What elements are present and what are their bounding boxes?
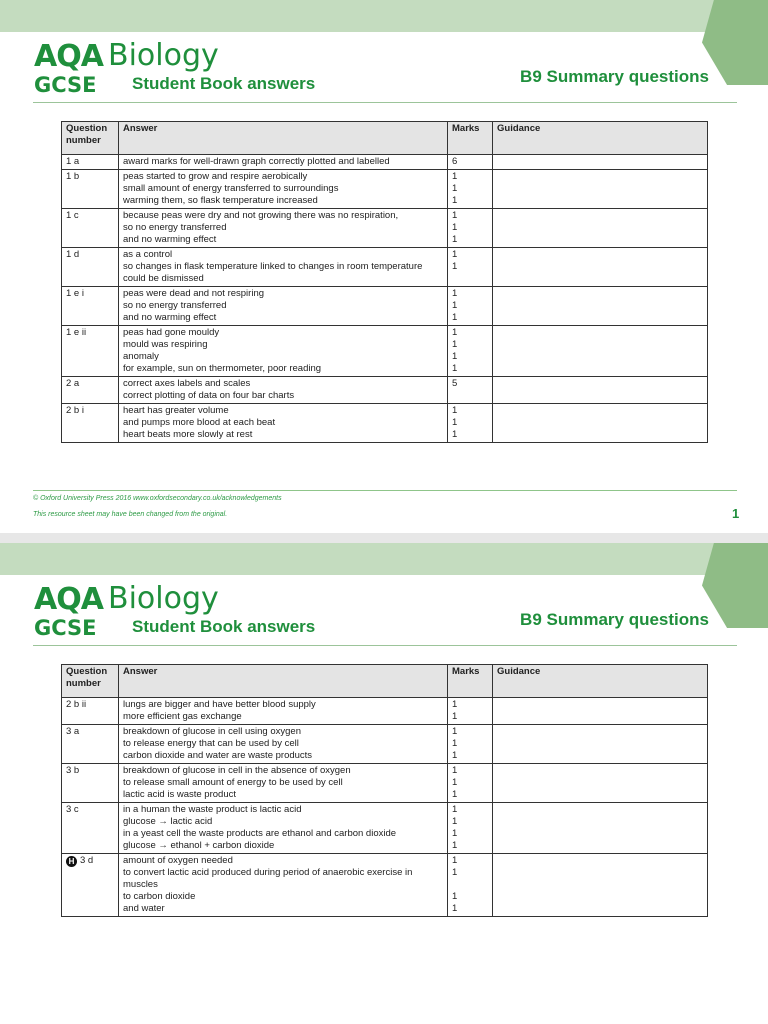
answer-line: in a human the waste product is lactic acid: [123, 804, 302, 815]
table-header-row: [62, 122, 708, 155]
question-number-cell: [62, 287, 119, 326]
mark-value: 1: [452, 891, 458, 902]
mark-value: 1: [452, 726, 458, 737]
answer-line: as a control: [123, 249, 173, 260]
mark-value: 1: [452, 405, 458, 416]
answer-line: small amount of energy transferred to surroundings: [123, 183, 339, 194]
mark-value: 1: [452, 789, 458, 800]
answer-cell: [119, 725, 448, 764]
brand-subject: Biology: [108, 581, 219, 616]
guidance-cell: [493, 764, 708, 803]
answer-line: more efficient gas exchange: [123, 711, 242, 722]
mark-value: 1: [452, 777, 458, 788]
mark-value: 1: [452, 300, 458, 311]
brand-book: Student Book answers: [132, 617, 316, 636]
header-hexagon-decoration: [702, 543, 768, 628]
marks-cell: [448, 404, 493, 443]
mark-value: 1: [452, 327, 458, 338]
answer-cell: [119, 209, 448, 248]
marks-cell: [448, 248, 493, 287]
answer-cell: [119, 170, 448, 209]
question-number-cell: [62, 326, 119, 377]
answer-line: glucose → ethanol + carbon dioxide: [123, 840, 275, 851]
marks-cell: [448, 764, 493, 803]
question-number: 3 a: [66, 726, 80, 737]
mark-value: 1: [452, 195, 458, 206]
answer-line: correct plotting of data on four bar charts: [123, 390, 295, 401]
footer-note: This resource sheet may have been changed from the original.: [33, 511, 228, 518]
brand-level: GCSE: [34, 616, 97, 640]
mark-value: 1: [452, 840, 458, 851]
question-number: 1 d: [66, 249, 80, 260]
mark-value: 1: [452, 429, 458, 440]
brand-aqa: AQA: [34, 39, 103, 74]
header-marks: Marks: [448, 122, 493, 155]
footer-copyright: © Oxford University Press 2016 www.oxfordsecondary.co.uk/acknowledgements: [33, 495, 282, 502]
answer-line: to release energy that can be used by cell: [123, 738, 299, 749]
mark-value: 1: [452, 903, 458, 914]
table-row: [62, 803, 708, 854]
header-divider: [33, 102, 737, 103]
answer-cell: [119, 326, 448, 377]
marks-cell: [448, 209, 493, 248]
guidance-cell: [493, 803, 708, 854]
answer-line: peas had gone mouldy: [123, 327, 220, 338]
answer-cell: [119, 248, 448, 287]
mark-value: 1: [452, 288, 458, 299]
answers-table: [61, 664, 708, 917]
question-number: 2 b ii: [66, 699, 87, 710]
answer-line: glucose → lactic acid: [123, 816, 213, 827]
answer-cell: [119, 854, 448, 917]
mark-value: 1: [452, 171, 458, 182]
answer-cell: [119, 764, 448, 803]
marks-cell: [448, 725, 493, 764]
header-band: [0, 0, 768, 32]
question-number-cell: [62, 698, 119, 725]
table-row: [62, 287, 708, 326]
answer-line: and no warming effect: [123, 234, 217, 245]
header-band: [0, 543, 768, 575]
mark-value: 1: [452, 750, 458, 761]
table-row: [62, 377, 708, 404]
mark-value: 1: [452, 222, 458, 233]
mark-value: 1: [452, 234, 458, 245]
answer-line: for example, sun on thermometer, poor reading: [123, 363, 322, 374]
question-number-cell: [62, 854, 119, 917]
brand-level: GCSE: [34, 73, 97, 97]
answer-line: heart has greater volume: [123, 405, 229, 416]
answer-line: lactic acid is waste product: [123, 789, 236, 800]
answers-table: [61, 121, 708, 443]
question-number: 1 e i: [66, 288, 84, 299]
answer-cell: [119, 404, 448, 443]
guidance-cell: [493, 287, 708, 326]
answer-line: anomaly: [123, 351, 159, 362]
question-number-cell: [62, 377, 119, 404]
marks-cell: [448, 287, 493, 326]
answer-line: and no warming effect: [123, 312, 217, 323]
guidance-cell: [493, 170, 708, 209]
table-row: [62, 764, 708, 803]
answer-line: breakdown of glucose in cell using oxygen: [123, 726, 301, 737]
question-number: 1 e ii: [66, 327, 87, 338]
table-body: [62, 155, 708, 443]
answer-line: to convert lactic acid produced during period of anaerobic exercise in muscles: [123, 867, 413, 890]
mark-value: 1: [452, 765, 458, 776]
mark-value: 1: [452, 210, 458, 221]
answer-line: and water: [123, 903, 165, 914]
section-title: B9 Summary questions: [520, 610, 709, 629]
mark-value: 1: [452, 417, 458, 428]
question-number-cell: [62, 170, 119, 209]
header-guidance: Guidance: [493, 665, 708, 698]
answer-line: carbon dioxide and water are waste products: [123, 750, 313, 761]
answer-line: lungs are bigger and have better blood supply: [123, 699, 316, 710]
table-row: [62, 854, 708, 917]
question-number-cell: [62, 803, 119, 854]
marks-cell: [448, 803, 493, 854]
answer-line: warming them, so flask temperature increased: [123, 195, 318, 206]
answer-line: so changes in flask temperature linked to changes in room temperature could be dismissed: [123, 261, 423, 284]
question-number-cell: [62, 725, 119, 764]
answer-line: mould was respiring: [123, 339, 208, 350]
header-question-number: Question number: [62, 122, 119, 155]
answer-line: amount of oxygen needed: [123, 855, 233, 866]
page-2: [0, 543, 768, 1024]
table-row: [62, 698, 708, 725]
guidance-cell: [493, 377, 708, 404]
mark-value: 6: [452, 156, 458, 167]
answer-line: heart beats more slowly at rest: [123, 429, 253, 440]
answer-line: so no energy transferred: [123, 222, 227, 233]
mark-value: 1: [452, 804, 458, 815]
question-number: 2 b i: [66, 405, 84, 416]
table-row: [62, 248, 708, 287]
marks-cell: [448, 170, 493, 209]
question-number: 1 c: [66, 210, 79, 221]
header-question-number: Question number: [62, 665, 119, 698]
question-number-cell: [62, 155, 119, 170]
answer-line: peas were dead and not respiring: [123, 288, 265, 299]
question-number-cell: [62, 404, 119, 443]
header-answer: Answer: [119, 665, 448, 698]
mark-value: 1: [452, 363, 458, 374]
mark-value: 1: [452, 738, 458, 749]
mark-value: 1: [452, 855, 458, 866]
header-answer: Answer: [119, 122, 448, 155]
mark-value: 1: [452, 183, 458, 194]
guidance-cell: [493, 698, 708, 725]
question-number-cell: [62, 248, 119, 287]
question-number: 3 d: [80, 855, 94, 866]
mark-value: 1: [452, 339, 458, 350]
table-row: [62, 209, 708, 248]
question-number: 3 c: [66, 804, 79, 815]
mark-value: 1: [452, 816, 458, 827]
footer-divider: [33, 490, 737, 491]
mark-value: 1: [452, 699, 458, 710]
brand-aqa: AQA: [34, 582, 103, 617]
table-row: [62, 725, 708, 764]
marks-cell: [448, 155, 493, 170]
answer-cell: [119, 803, 448, 854]
mark-value: 1: [452, 312, 458, 323]
answer-line: to carbon dioxide: [123, 891, 196, 902]
answer-line: correct axes labels and scales: [123, 378, 251, 389]
mark-value: [452, 879, 488, 891]
table-header-row: [62, 665, 708, 698]
answer-cell: [119, 287, 448, 326]
mark-value: 1: [452, 867, 458, 878]
question-number: 3 b: [66, 765, 80, 776]
answer-cell: [119, 155, 448, 170]
mark-value: 1: [452, 351, 458, 362]
table-row: [62, 155, 708, 170]
brand-subject: Biology: [108, 38, 219, 73]
question-number: 1 b: [66, 171, 80, 182]
section-title: B9 Summary questions: [520, 67, 709, 86]
question-number: 2 a: [66, 378, 80, 389]
table-row: [62, 326, 708, 377]
marks-cell: [448, 326, 493, 377]
table-row: [62, 404, 708, 443]
mark-value: 5: [452, 378, 458, 389]
answer-line: because peas were dry and not growing there was no respiration,: [123, 210, 399, 221]
mark-value: 1: [452, 828, 458, 839]
answer-cell: [119, 698, 448, 725]
answer-line: award marks for well-drawn graph correctly plotted and labelled: [123, 156, 390, 167]
marks-cell: [448, 698, 493, 725]
guidance-cell: [493, 155, 708, 170]
higher-tier-icon: H: [66, 856, 77, 867]
question-number-cell: [62, 764, 119, 803]
brand-book: Student Book answers: [132, 74, 316, 93]
guidance-cell: [493, 404, 708, 443]
header-marks: Marks: [448, 665, 493, 698]
answer-line: to release small amount of energy to be used by cell: [123, 777, 343, 788]
table-row: [62, 170, 708, 209]
mark-value: 1: [452, 261, 458, 272]
marks-cell: [448, 854, 493, 917]
mark-value: 1: [452, 711, 458, 722]
answer-cell: [119, 377, 448, 404]
guidance-cell: [493, 725, 708, 764]
guidance-cell: [493, 209, 708, 248]
question-number: 1 a: [66, 156, 80, 167]
answer-line: so no energy transferred: [123, 300, 227, 311]
answer-line: breakdown of glucose in cell in the absence of oxygen: [123, 765, 351, 776]
guidance-cell: [493, 248, 708, 287]
answer-line: in a yeast cell the waste products are ethanol and carbon dioxide: [123, 828, 397, 839]
page-number: 1: [732, 506, 740, 521]
mark-value: 1: [452, 249, 458, 260]
header-divider: [33, 645, 737, 646]
answer-line: peas started to grow and respire aerobically: [123, 171, 308, 182]
answer-line: and pumps more blood at each beat: [123, 417, 276, 428]
table-body: [62, 698, 708, 917]
header-guidance: Guidance: [493, 122, 708, 155]
header-hexagon-decoration: [702, 0, 768, 85]
guidance-cell: [493, 854, 708, 917]
question-number-cell: [62, 209, 119, 248]
page-separator: [0, 533, 768, 543]
marks-cell: [448, 377, 493, 404]
guidance-cell: [493, 326, 708, 377]
